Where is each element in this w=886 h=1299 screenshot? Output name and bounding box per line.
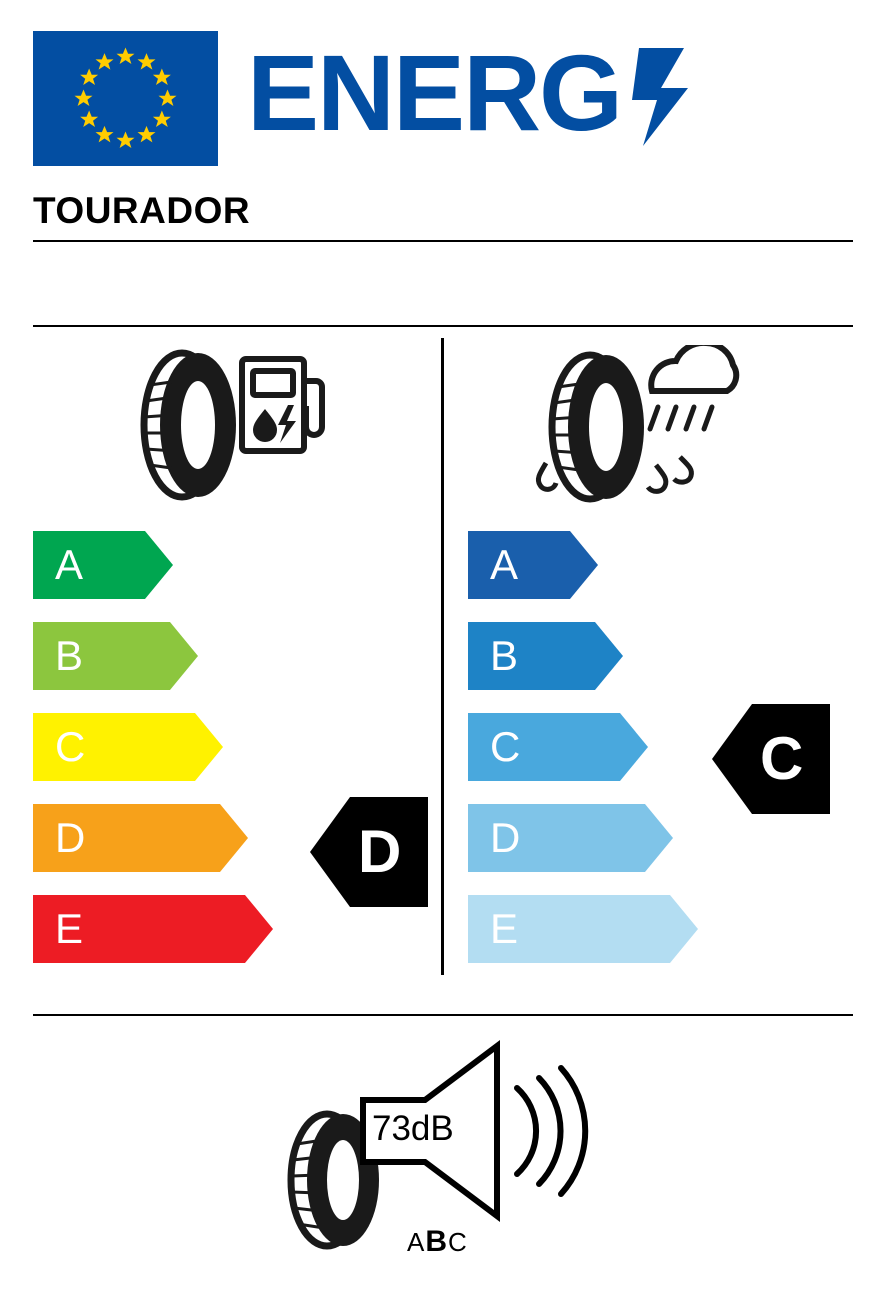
divider-above-noise xyxy=(33,1014,853,1016)
noise-class-indicator xyxy=(407,1225,468,1259)
energy-text: ENERG xyxy=(247,42,622,152)
fuel-grade-a-bar xyxy=(33,531,173,599)
tyre-fuel-pump-icon xyxy=(120,345,325,505)
divider-under-brand xyxy=(33,240,853,242)
fuel-grade-d-letter: D xyxy=(55,814,86,861)
fuel-grade-e xyxy=(33,895,273,963)
divider-above-grades xyxy=(33,325,853,327)
noise-class-c: C xyxy=(448,1227,468,1257)
wet-grade-a-bar xyxy=(468,531,598,599)
wet-grade-d xyxy=(468,804,673,872)
wet-grade-e-letter: E xyxy=(490,905,519,952)
tyre-rain-cloud-icon xyxy=(528,345,743,505)
brand-name: TOURADOR xyxy=(33,190,251,231)
noise-class-a: A xyxy=(407,1227,426,1257)
wet-grade-a-letter: A xyxy=(490,541,519,588)
fuel-grade-c xyxy=(33,713,223,781)
energy-wordmark xyxy=(247,42,717,152)
fuel-selected-letter: D xyxy=(358,818,402,885)
fuel-grade-d xyxy=(33,804,248,872)
wet-grade-a xyxy=(468,531,598,599)
wet-selected-letter: C xyxy=(760,725,804,792)
fuel-grade-a-letter: A xyxy=(55,541,84,588)
wet-grade-d-letter: D xyxy=(490,814,521,861)
fuel-grade-c-letter: C xyxy=(55,723,86,770)
wet-grade-b-letter: B xyxy=(490,632,519,679)
noise-class-b-selected: B xyxy=(425,1225,449,1258)
eu-flag-stars xyxy=(33,31,218,166)
wet-grade-b xyxy=(468,622,623,690)
fuel-selected-pointer xyxy=(310,797,428,907)
wet-grade-e xyxy=(468,895,698,963)
fuel-grade-e-letter: E xyxy=(55,905,84,952)
wet-grade-c-letter: C xyxy=(490,723,521,770)
fuel-grade-a xyxy=(33,531,173,599)
wet-selected-pointer xyxy=(712,704,830,814)
noise-decibel-value: 73dB xyxy=(372,1109,454,1148)
lightning-bolt-icon xyxy=(632,48,688,146)
wet-grade-c xyxy=(468,713,648,781)
fuel-grade-b-letter: B xyxy=(55,632,84,679)
divider-vertical-center xyxy=(441,338,444,975)
european-union-flag xyxy=(33,31,218,166)
fuel-grade-b xyxy=(33,622,198,690)
